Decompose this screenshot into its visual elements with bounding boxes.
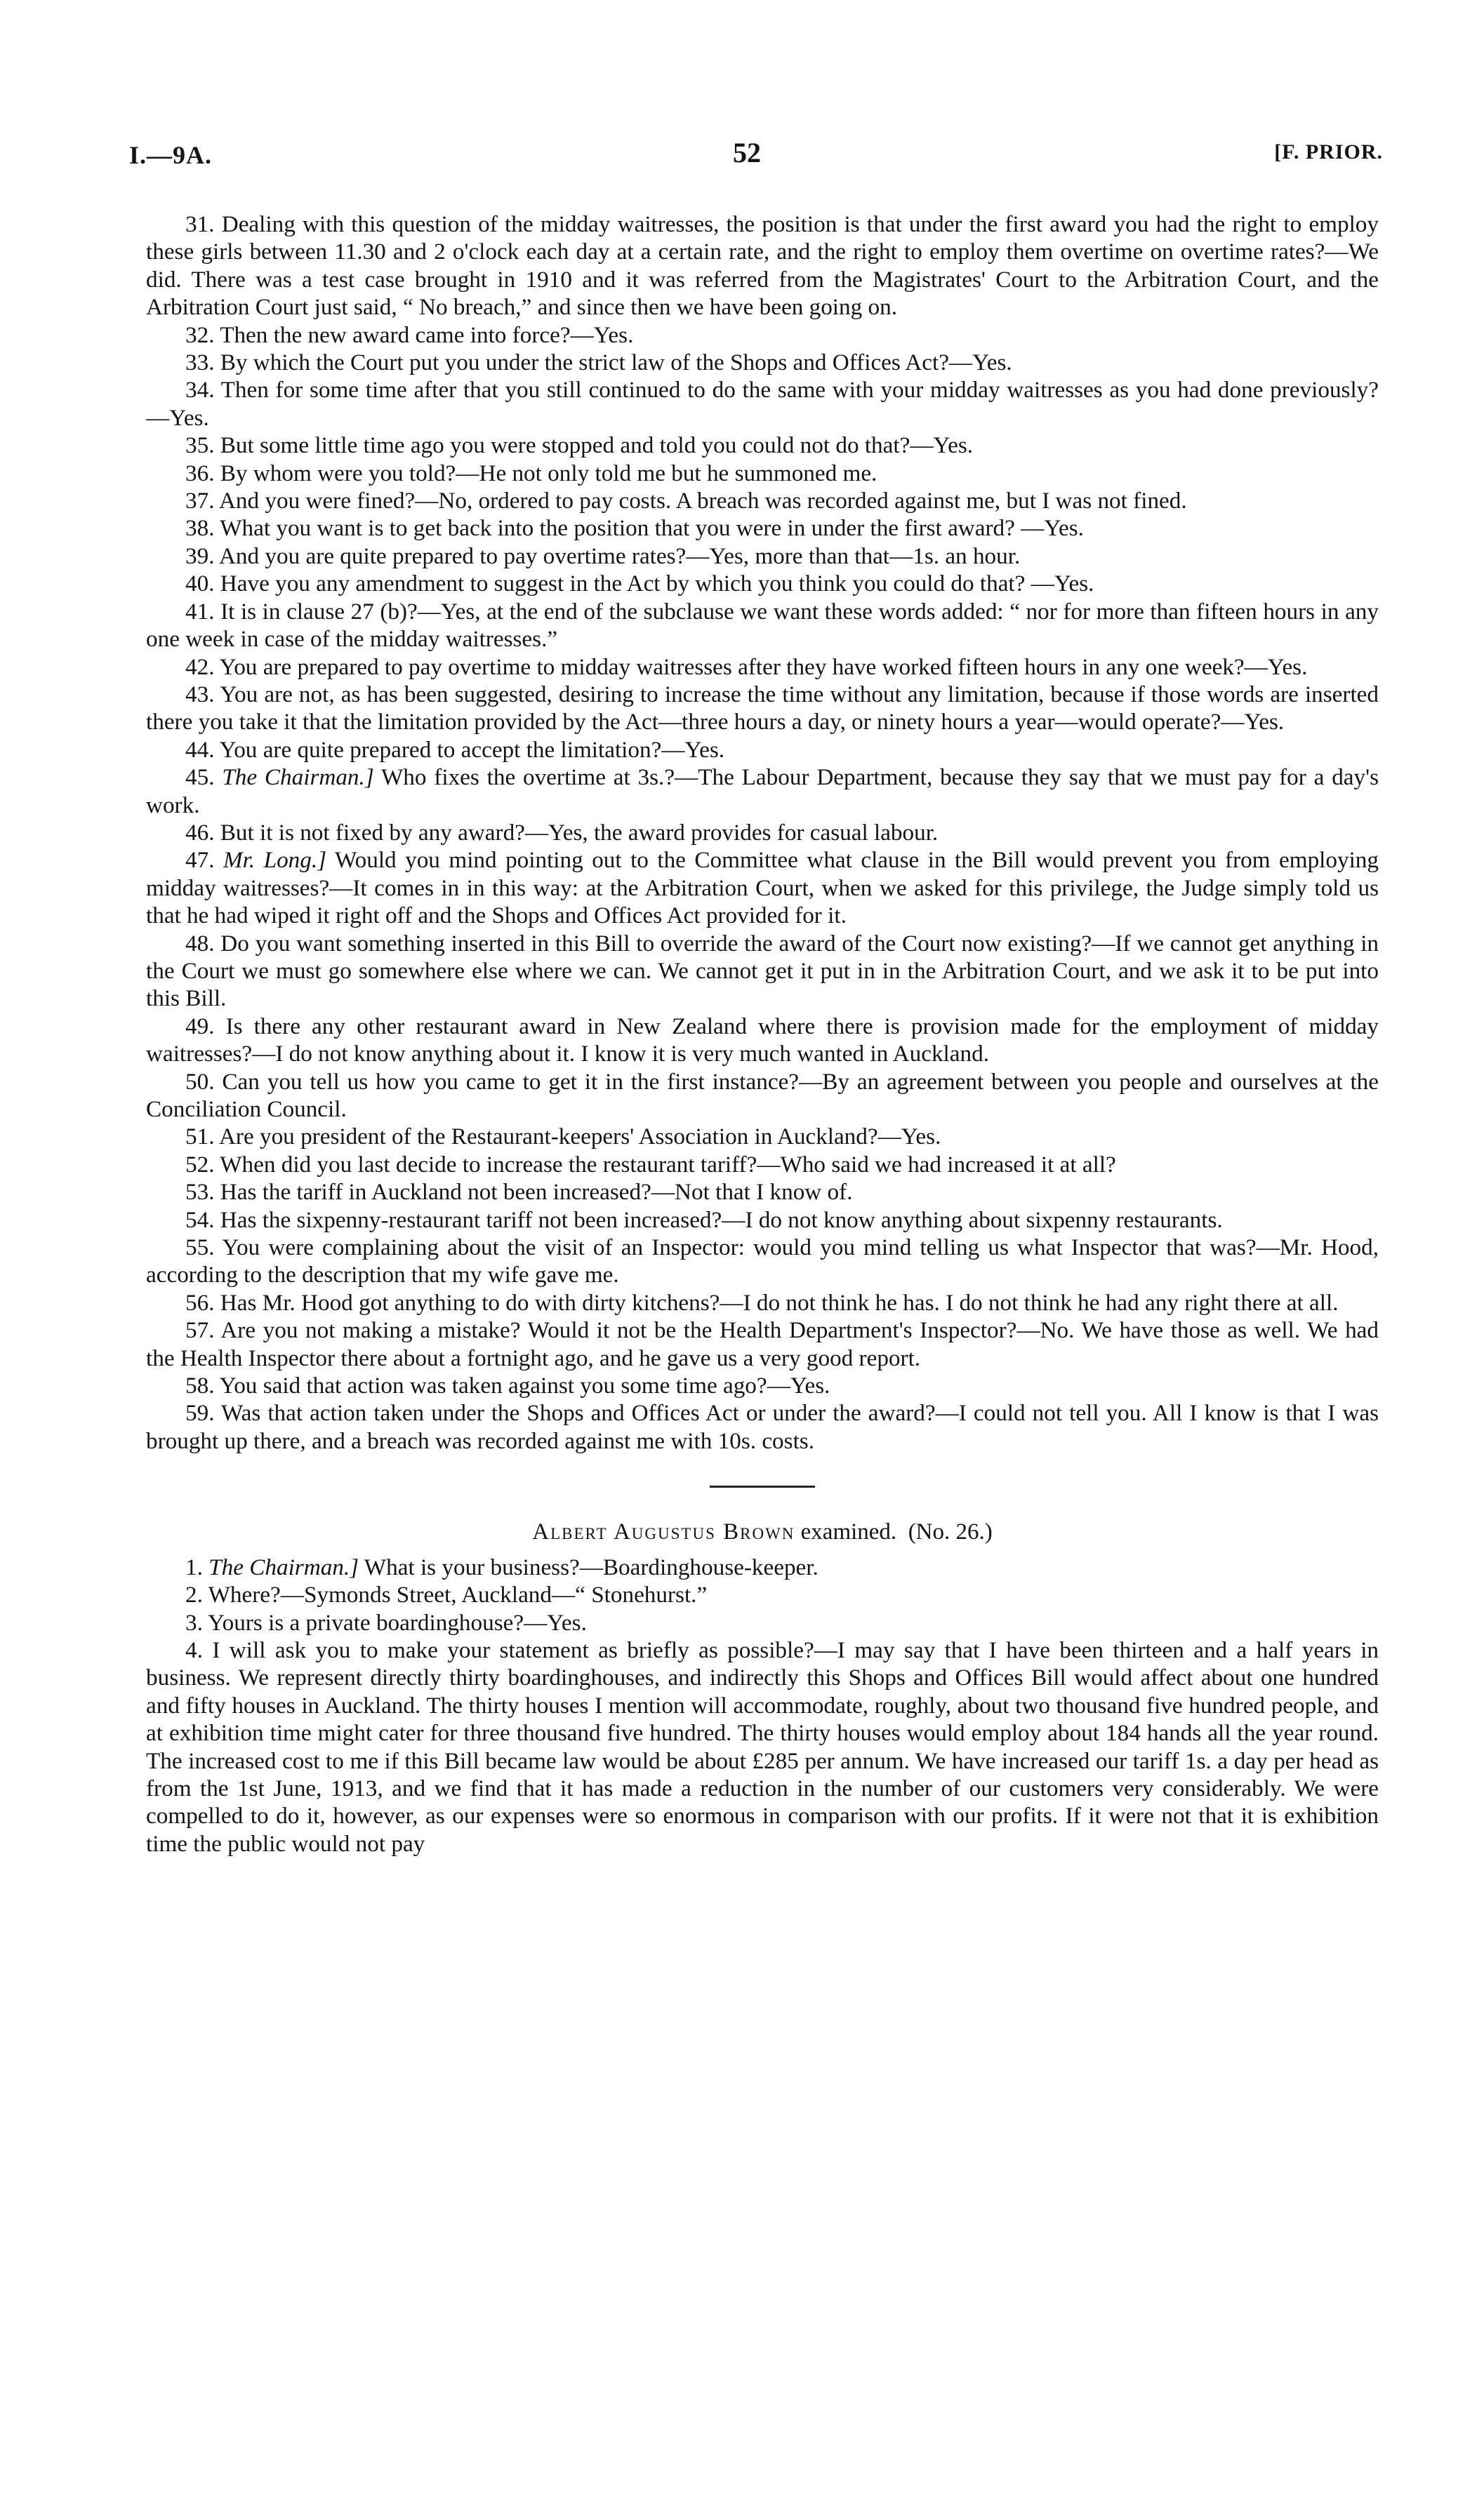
question-paragraph — [146, 1178, 1379, 1206]
question-paragraph — [146, 1372, 1379, 1399]
question-paragraph — [146, 1554, 1379, 1581]
question-paragraph — [146, 487, 1379, 514]
question-number: 47. — [185, 847, 215, 874]
question-answer-text: Have you any amendment to suggest in the Act by which you think you could do that? —Yes. — [220, 571, 1094, 597]
question-number: 56. — [185, 1289, 215, 1316]
question-answer-text: Where?—Symonds Street, Auckland—“ Stonehurst.” — [208, 1582, 708, 1608]
question-number: 39. — [185, 542, 215, 569]
question-answer-text: When did you last decide to increase the restaurant tariff?—Who said we had increased it at all? — [220, 1151, 1116, 1178]
question-paragraph — [146, 819, 1379, 846]
question-number: 54. — [185, 1206, 215, 1233]
page-header — [129, 137, 1383, 182]
question-answer-text: But it is not fixed by any award?—Yes, the award provides for casual labour. — [220, 819, 939, 846]
question-number: 32. — [185, 321, 215, 348]
witness-heading — [146, 1519, 1379, 1546]
question-answer-text: Would you mind pointing out to the Committee what clause in the Bill would prevent you from employing midday waitresses?—It comes in in this way: at the Arbitration Court, when we asked for this privilege, the Judge simply told us that he had wiped it right off and the Shops and Offices Act provided for it. — [146, 847, 1379, 929]
question-answer-text: You are prepared to pay overtime to midday waitresses after they have worked fifteen hours in any one week?—Yes. — [219, 653, 1308, 680]
question-paragraph — [146, 681, 1379, 736]
question-number: 44. — [185, 736, 215, 763]
question-answer-text: By which the Court put you under the strict law of the Shops and Offices Act?—Yes. — [220, 349, 1012, 376]
question-paragraph — [146, 1581, 1379, 1608]
question-number: 35. — [185, 432, 215, 459]
question-paragraph — [146, 764, 1379, 819]
question-number: 53. — [185, 1179, 215, 1206]
question-answer-text: Was that action taken under the Shops and Offices Act or under the award?—I could not tell you. All I know is that I was brought up there, and a breach was recorded against me with 10s. costs. — [146, 1400, 1379, 1454]
question-paragraph — [146, 653, 1379, 681]
question-number: 4. — [185, 1636, 203, 1663]
question-answer-text: By whom were you told?—He not only told me but he summoned me. — [220, 460, 877, 486]
question-paragraph — [146, 376, 1379, 432]
question-answer-text: Dealing with this question of the midday waitresses, the position is that under the first award you had the right to employ these girls between 11.30 and 2 o'clock each day at a certain rate, and the right to employ them overtime on overtime rates?—We did. There was a test case brought in 1910 and it was referred from the Magistrates' Court to the Arbitration Court, and the Arbitration Court just said, “ No breach,” and since then we have been going on. — [146, 211, 1379, 321]
question-number: 58. — [185, 1373, 215, 1399]
question-paragraph — [146, 598, 1379, 653]
question-answer-text: Has the tariff in Auckland not been increased?—Not that I know of. — [220, 1179, 853, 1206]
witness-examined-label: examined. — [800, 1519, 897, 1545]
question-paragraph — [146, 1636, 1379, 1858]
question-number: 33. — [185, 349, 215, 376]
question-number: 41. — [185, 598, 215, 625]
question-number: 38. — [185, 515, 215, 542]
question-answer-text: Can you tell us how you came to get it in the first instance?—By an agreement between you people and ourselves at the Conciliation Council. — [146, 1068, 1379, 1122]
question-paragraph — [146, 460, 1379, 487]
question-paragraph — [146, 846, 1379, 929]
witness-question-answer-list — [146, 1554, 1379, 1858]
question-answer-text: Then for some time after that you still continued to do the same with your midday waitresses as you had done previously?—Yes. — [146, 377, 1379, 431]
section-divider — [710, 1486, 815, 1488]
question-answer-text: Then the new award came into force?—Yes. — [220, 321, 634, 348]
witness-name: Albert Augustus Brown — [532, 1519, 795, 1545]
question-number: 50. — [185, 1068, 215, 1095]
question-paragraph — [146, 1289, 1379, 1316]
question-number: 57. — [185, 1317, 215, 1344]
page-body — [146, 211, 1379, 1858]
question-number: 46. — [185, 819, 215, 846]
question-paragraph — [146, 514, 1379, 542]
question-answer-text: You are quite prepared to accept the limitation?—Yes. — [219, 736, 725, 763]
question-number: 45. — [185, 764, 215, 791]
question-answer-text: Do you want something inserted in this Bill to override the award of the Court now existing?—If we cannot get anything in the Court we must go somewhere else where we can. We cannot get it put in in the Arbitration Court, and we ask it to be put into this Bill. — [146, 930, 1379, 1012]
question-answer-text: And you were fined?—No, ordered to pay costs. A breach was recorded against me, but I was not fined. — [218, 488, 1187, 514]
question-answer-text: Has Mr. Hood got anything to do with dirty kitchens?—I do not think he has. I do not think he had any right there at all. — [220, 1289, 1339, 1316]
question-number: 43. — [185, 681, 215, 707]
question-paragraph — [146, 1316, 1379, 1372]
question-number: 31. — [185, 211, 215, 237]
question-answer-text: Are you president of the Restaurant-keepers' Association in Auckland?—Yes. — [218, 1124, 941, 1150]
question-paragraph — [146, 570, 1379, 597]
witness-number: (No. 26.) — [908, 1519, 993, 1545]
question-answer-text: You are not, as has been suggested, desiring to increase the time without any limitation, because if those words are inserted there you take it that the limitation provided by the Act—three hours a day, or ninety hours a year—would operate?—Yes. — [146, 681, 1379, 735]
question-number: 59. — [185, 1400, 215, 1427]
question-number: 48. — [185, 930, 215, 956]
question-paragraph — [146, 1206, 1379, 1234]
question-number: 55. — [185, 1234, 215, 1261]
question-number: 37. — [185, 488, 215, 514]
question-answer-text: You said that action was taken against you some time ago?—Yes. — [219, 1373, 830, 1399]
speaker-label: Mr. Long.] — [223, 847, 327, 874]
question-number: 3. — [185, 1609, 203, 1636]
question-paragraph — [146, 211, 1379, 321]
question-paragraph — [146, 736, 1379, 764]
question-answer-text: Who fixes the overtime at 3s.?—The Labour Department, because they say that we must pay for a day's work. — [146, 764, 1379, 818]
question-number: 1. — [185, 1554, 203, 1580]
question-answer-text: What is your business?—Boardinghouse-keeper. — [364, 1554, 819, 1580]
speaker-label: The Chairman.] — [208, 1554, 359, 1580]
question-answer-text: Has the sixpenny-restaurant tariff not been increased?—I do not know anything about sixpenny restaurants. — [220, 1206, 1223, 1233]
page-number: 52 — [733, 137, 761, 168]
question-paragraph — [146, 321, 1379, 349]
question-number: 49. — [185, 1013, 215, 1039]
question-paragraph — [146, 1151, 1379, 1178]
question-number: 42. — [185, 653, 215, 680]
question-answer-text: Is there any other restaurant award in New Zealand where there is provision made for the employment of midday waitresses?—I do not know anything about it. I know it is very much wanted in Auckland. — [146, 1013, 1379, 1067]
question-answer-text: You were complaining about the visit of an Inspector: would you mind telling us what Inspector that was?—Mr. Hood, according to the description that my wife gave me. — [146, 1234, 1379, 1288]
question-number: 51. — [185, 1124, 215, 1150]
question-answer-text: And you are quite prepared to pay overtime rates?—Yes, more than that—1s. an hour. — [218, 542, 1021, 569]
question-paragraph — [146, 542, 1379, 570]
question-number: 40. — [185, 571, 215, 597]
question-number: 52. — [185, 1151, 215, 1178]
paper-reference: I.—9A. — [129, 141, 213, 169]
question-paragraph — [146, 930, 1379, 1013]
question-paragraph — [146, 1013, 1379, 1068]
question-number: 34. — [185, 377, 215, 404]
question-answer-text: What you want is to get back into the position that you were in under the first award? —Yes. — [220, 515, 1084, 542]
witness-name-running-head: [F. PRIOR. — [1274, 140, 1383, 164]
question-number: 36. — [185, 460, 215, 486]
question-answer-text: I will ask you to make your statement as briefly as possible?—I may say that I have been thirteen and a half years in business. We represent directly thirty boardinghouses, and indirectly this Shops and Offices Bill would affect about one hundred and fifty houses in Auckland. The thirty houses I mention will accommodate, roughly, about two thousand five hundred people, and at exhibition time might cater for three thousand five hundred. The thirty houses would employ about 184 hands all the year round. The increased cost to me if this Bill became law would be about £285 per annum. We have increased our tariff 1s. a day per head as from the 1st June, 1913, and we find that it has made a reduction in the number of our customers very considerably. We were compelled to do it, however, as our expenses were so enormous in comparison with our profits. If it were not that it is exhibition time the public would not pay — [146, 1636, 1379, 1857]
question-answer-text: It is in clause 27 (b)?—Yes, at the end of the subclause we want these words added: “ nor for more than fifteen hours in any one week in case of the midday waitresses.” — [146, 598, 1379, 653]
question-answer-text: Yours is a private boardinghouse?—Yes. — [207, 1609, 587, 1636]
question-paragraph — [146, 1234, 1379, 1289]
question-paragraph — [146, 1068, 1379, 1124]
question-number: 2. — [185, 1582, 203, 1608]
question-answer-text: Are you not making a mistake? Would it not be the Health Department's Inspector?—No. We have those as well. We had the Health Inspector there about a fortnight ago, and he gave us a very good report. — [146, 1317, 1379, 1371]
question-paragraph — [146, 349, 1379, 376]
question-answer-text: But some little time ago you were stopped and told you could not do that?—Yes. — [220, 432, 974, 459]
speaker-label: The Chairman.] — [222, 764, 374, 791]
question-answer-list — [146, 211, 1379, 1455]
question-paragraph — [146, 1123, 1379, 1150]
question-paragraph — [146, 1399, 1379, 1455]
question-paragraph — [146, 432, 1379, 459]
question-paragraph — [146, 1609, 1379, 1636]
